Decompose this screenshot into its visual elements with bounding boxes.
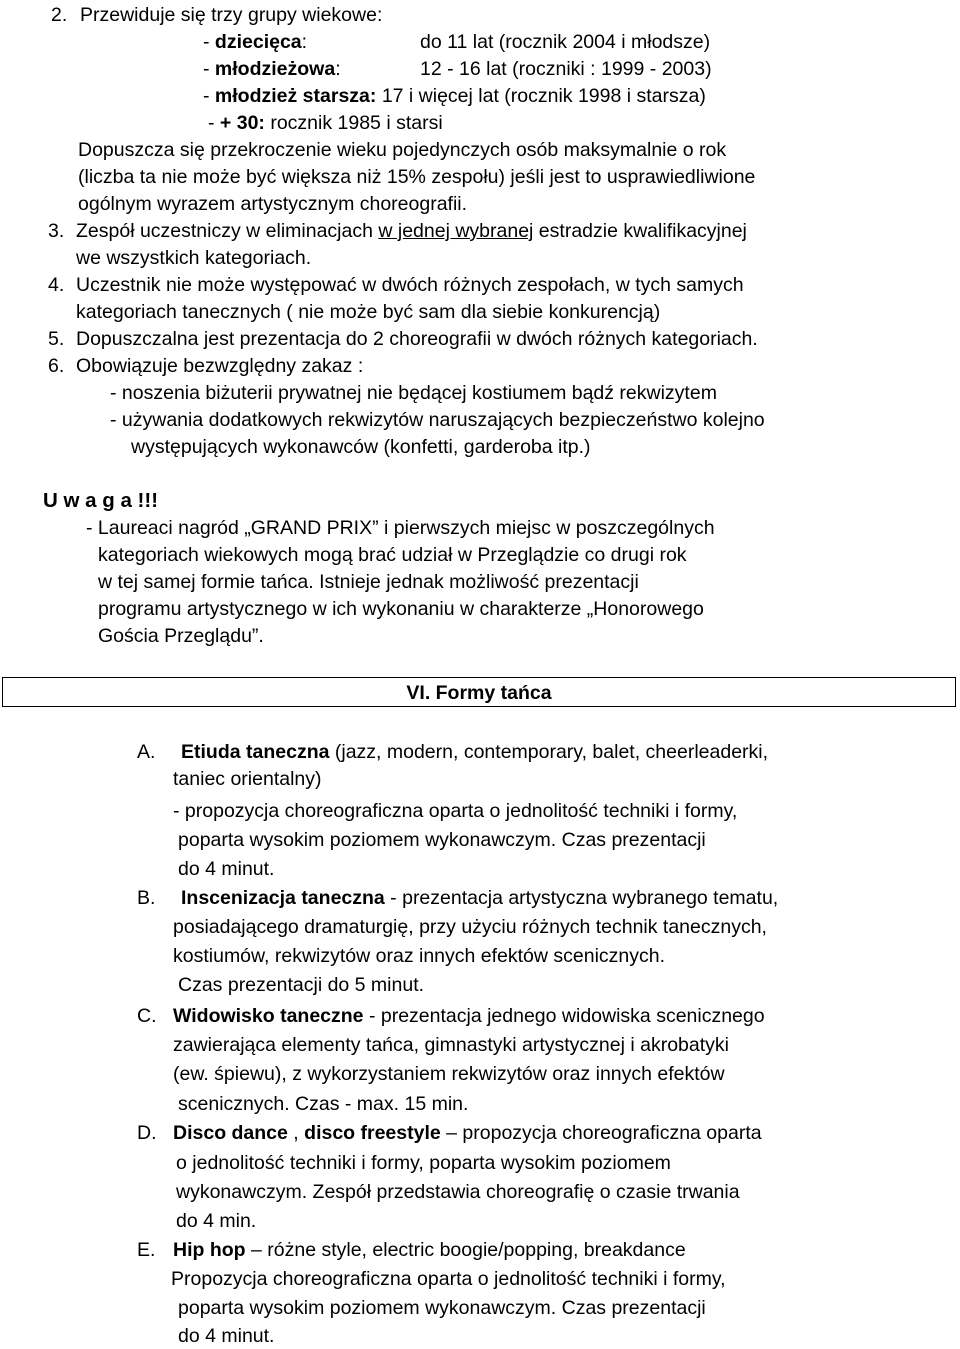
text: – różne style, electric boogie/popping, breakdance	[245, 1239, 686, 1261]
item-4-line: Uczestnik nie może występować w dwóch różnych zespołach, w tych samych	[76, 274, 744, 296]
age-group-child-desc: do 11 lat (rocznik 2004 i młodsze)	[420, 31, 711, 53]
dash: -	[208, 112, 215, 134]
age-group-child	[203, 30, 307, 54]
form-d-heading	[173, 1121, 762, 1145]
ban-bullet: - noszenia biżuterii prywatnej nie będącej kostiumem bądź rekwizytem	[110, 382, 717, 404]
form-name: Hip hop	[173, 1239, 246, 1261]
form-c-letter: C.	[137, 1005, 157, 1027]
form-name: disco freestyle	[304, 1122, 441, 1144]
form-d-line: do 4 min.	[176, 1210, 257, 1232]
text: - prezentacja artystyczna wybranego tematu,	[384, 887, 779, 909]
form-c-line: scenicznych. Czas - max. 15 min.	[178, 1093, 469, 1115]
item-3-number: 3.	[48, 220, 65, 242]
form-c-heading	[173, 1004, 765, 1028]
dash: -	[203, 58, 210, 80]
section-title: VI. Formy tańca	[406, 682, 552, 704]
form-name: Widowisko taneczne	[173, 1005, 364, 1027]
form-a-heading	[181, 740, 768, 764]
text: - prezentacja jednego widowiska scenicznego	[363, 1005, 765, 1027]
age-note-line: (liczba ta nie może być większa niż 15% zespołu) jeśli jest to usprawiedliwione	[78, 166, 756, 188]
form-b-letter: B.	[137, 887, 156, 909]
warning-line: programu artystycznego w ich wykonaniu w charakterze „Honorowego	[98, 598, 704, 620]
item-4-line: kategoriach tanecznych ( nie może być sam dla siebie konkurencją)	[76, 301, 661, 323]
age-note-line: Dopuszcza się przekroczenie wieku pojedynczych osób maksymalnie o rok	[78, 139, 727, 161]
form-a-letter: A.	[137, 741, 156, 763]
dash: -	[203, 85, 210, 107]
colon: :	[335, 58, 341, 80]
warning-line: w tej samej formie tańca. Istnieje jednak możliwość prezentacji	[98, 571, 639, 593]
form-d-line: wykonawczym. Zespół przedstawia choreografię o czasie trwania	[176, 1181, 740, 1203]
form-name: Disco dance	[173, 1122, 288, 1144]
warning-line: - Laureaci nagród „GRAND PRIX” i pierwszych miejsc w poszczególnych	[86, 517, 715, 539]
text: (jazz, modern, contemporary, balet, cheerleaderki,	[329, 741, 769, 763]
form-d-letter: D.	[137, 1122, 157, 1144]
form-b-line: Czas prezentacji do 5 minut.	[178, 974, 425, 996]
item-3-line: we wszystkich kategoriach.	[76, 247, 312, 269]
ban-bullet-continuation: występujących wykonawców (konfetti, garderoba itp.)	[131, 436, 591, 458]
warning-line: kategoriach wiekowych mogą brać udział w Przeglądzie co drugi rok	[98, 544, 687, 566]
ban-bullet: - używania dodatkowych rekwizytów naruszających bezpieczeństwo kolejno	[110, 409, 765, 431]
form-b-line: posiadającego dramaturgię, przy użyciu różnych technik tanecznych,	[173, 916, 767, 938]
item-5-line: Dopuszczalna jest prezentacja do 2 choreografii w dwóch różnych kategoriach.	[76, 328, 758, 350]
form-c-line: zawierająca elementy tańca, gimnastyki artystycznej i akrobatyki	[173, 1034, 729, 1056]
item-6-line: Obowiązuje bezwzględny zakaz :	[76, 355, 364, 377]
group-name: + 30:	[219, 112, 265, 134]
form-a-line: do 4 minut.	[178, 858, 275, 880]
text: – propozycja choreograficzna oparta	[440, 1122, 762, 1144]
form-a-line: - propozycja choreograficzna oparta o jednolitość techniki i formy,	[173, 800, 738, 822]
age-group-30plus	[208, 111, 443, 135]
form-a-line: taniec orientalny)	[173, 768, 322, 790]
group-name: młodzieżowa	[214, 58, 336, 80]
text: estradzie kwalifikacyjnej	[533, 220, 747, 242]
item-6-number: 6.	[48, 355, 65, 377]
form-d-line: o jednolitość techniki i formy, poparta wysokim poziomem	[176, 1152, 671, 1174]
form-b-heading	[181, 886, 778, 910]
group-name: młodzież starsza:	[214, 85, 377, 107]
group-name: dziecięca	[214, 31, 302, 53]
form-e-line: Propozycja choreograficzna oparta o jednolitość techniki i formy,	[171, 1268, 726, 1290]
item-2-number: 2.	[51, 4, 68, 26]
form-c-line: (ew. śpiewu), z wykorzystaniem rekwizytów oraz innych efektów	[173, 1063, 725, 1085]
underlined-text: w jednej wybranej	[378, 220, 534, 242]
form-name: Etiuda taneczna	[181, 741, 330, 763]
age-group-older-youth	[203, 84, 706, 108]
form-e-heading	[173, 1238, 686, 1262]
form-e-letter: E.	[137, 1239, 156, 1261]
age-group-youth	[203, 57, 341, 81]
group-desc: rocznik 1985 i starsi	[270, 112, 443, 134]
group-desc: 17 i więcej lat (rocznik 1998 i starsza)	[381, 85, 706, 107]
age-note-line: ogólnym wyrazem artystycznym choreografii.	[78, 193, 468, 215]
dash: -	[203, 31, 210, 53]
form-e-line: do 4 minut.	[178, 1325, 275, 1347]
section-header-box	[2, 677, 956, 707]
form-name: Inscenizacja taneczna	[181, 887, 385, 909]
age-group-youth-desc: 12 - 16 lat (roczniki : 1999 - 2003)	[420, 58, 712, 80]
form-e-line: poparta wysokim poziomem wykonawczym. Czas prezentacji	[178, 1297, 706, 1319]
separator: ,	[287, 1122, 305, 1144]
item-4-number: 4.	[48, 274, 65, 296]
form-a-line: poparta wysokim poziomem wykonawczym. Czas prezentacji	[178, 829, 706, 851]
item-3-line	[76, 219, 747, 243]
colon: :	[301, 31, 308, 53]
item-5-number: 5.	[48, 328, 65, 350]
age-groups-intro: Przewiduje się trzy grupy wiekowe:	[80, 4, 383, 26]
form-b-line: kostiumów, rekwizytów oraz innych efektów scenicznych.	[173, 945, 666, 967]
warning-line: Gościa Przeglądu”.	[98, 625, 264, 647]
warning-title: U w a g a !!!	[43, 489, 159, 512]
text: Zespół uczestniczy w eliminacjach	[76, 220, 379, 242]
